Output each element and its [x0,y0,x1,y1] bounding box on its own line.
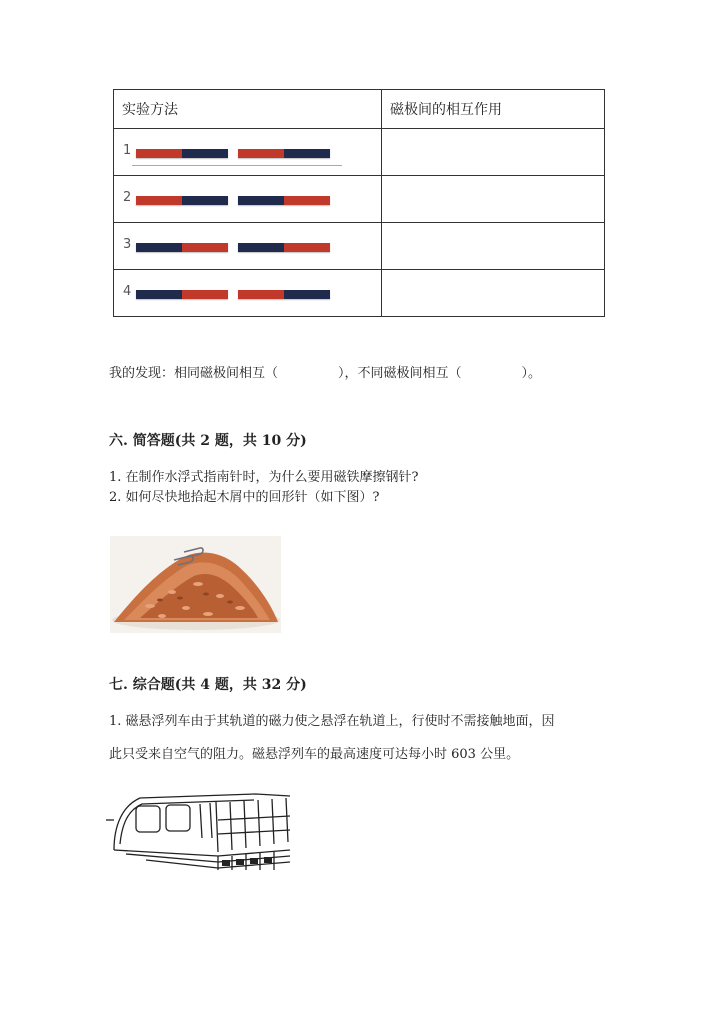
result-cell-1[interactable] [382,129,605,176]
right-magnet [238,290,330,299]
discovery-middle: ），不同磁极间相互（ [338,366,462,381]
result-cell-4[interactable] [382,270,605,317]
right-magnet [238,149,330,158]
row-number: 3 [123,237,132,252]
left-magnet [136,243,228,252]
magnet-row-3 [114,223,381,269]
left-magnet [136,149,228,158]
left-magnet [136,196,228,205]
right-magnet [238,196,330,205]
sawdust-paperclip-image [110,536,281,633]
magnet-row-4 [114,270,381,316]
magnet-row-1 [114,129,381,175]
result-cell-3[interactable] [382,223,605,270]
discovery-suffix: ）。 [521,366,542,381]
header-result: 磁极间的相互作用 [382,90,605,129]
divider-line [132,165,342,166]
experiment-table [113,89,605,317]
maglev-train-drawing [106,790,292,870]
magnet-row-2 [114,176,381,222]
result-cell-2[interactable] [382,176,605,223]
row-number: 4 [123,284,132,299]
section-7-title: 七. 综合题(共 4 题，共 32 分) [109,677,307,693]
section-7-q1-line2: 此只受来自空气的阻力。磁悬浮列车的最高速度可达每小时 603 公里。 [109,747,520,762]
discovery-line [109,362,541,381]
section-6-title: 六. 简答题(共 2 题，共 10 分) [109,433,307,449]
right-magnet [238,243,330,252]
header-method: 实验方法 [114,90,382,129]
discovery-prefix: 我的发现：相同磁极间相互（ [109,366,279,381]
section-7-q1-line1: 1. 磁悬浮列车由于其轨道的磁力使之悬浮在轨道上，行使时不需接触地面，因 [109,714,555,729]
left-magnet [136,290,228,299]
section-6-q2: 2. 如何尽快地拾起木屑中的回形针（如下图）? [109,490,380,505]
row-number: 1 [123,143,132,158]
row-number: 2 [123,190,132,205]
section-6-q1: 1. 在制作水浮式指南针时，为什么要用磁铁摩擦钢针? [109,470,419,485]
